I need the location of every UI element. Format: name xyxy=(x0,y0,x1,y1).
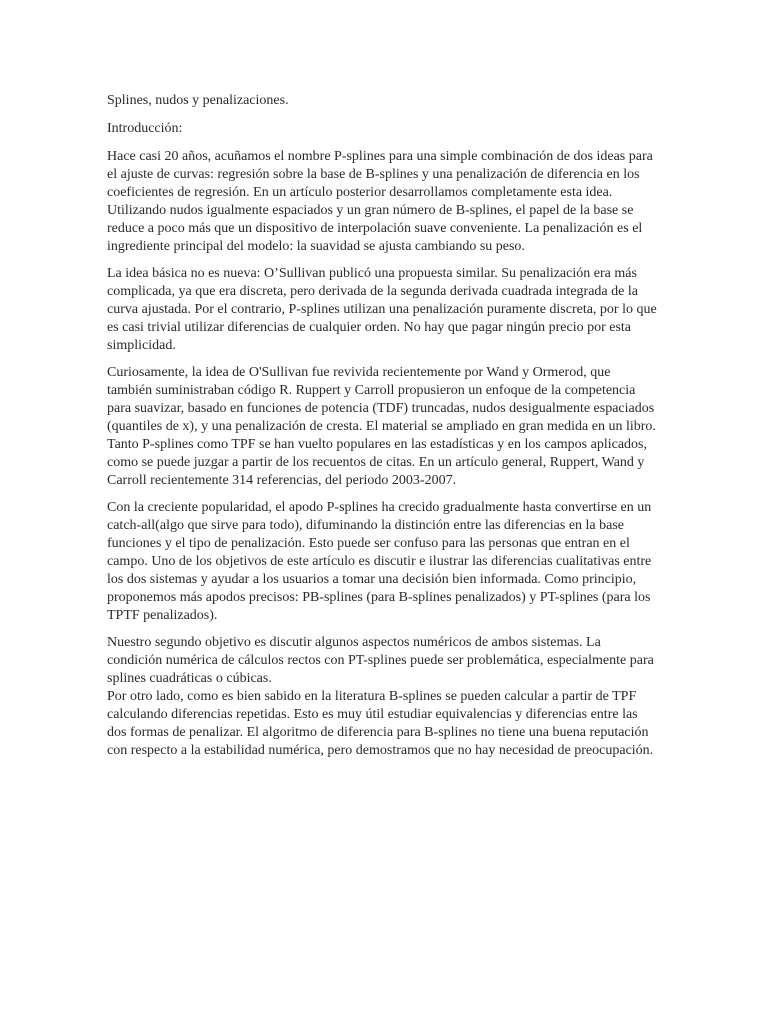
document-title: Splines, nudos y penalizaciones. xyxy=(107,93,289,108)
document-body xyxy=(107,92,657,760)
section-heading: Introducción: xyxy=(107,121,183,136)
paragraph: Por otro lado, como es bien sabido en la literatura B-splines se pueden calcular a partir de TPF calculando diferencias repetidas. Esto es muy útil estudiar equivalencias y diferencias entre las dos formas de penalizar. El algoritmo de diferencia para B-splines no tiene una buena reputación con respecto a la estabilidad numérica, pero demostramos que no hay necesidad de preocupación. xyxy=(107,689,654,758)
paragraph: Curiosamente, la idea de O'Sullivan fue revivida recientemente por Wand y Ormerod, que también suministraban código R. Ruppert y Carroll propusieron un enfoque de la competencia para suavizar, basado en funciones de potencia (TDF) truncadas, nudos desigualmente espaciados (quantiles de x), y una penalización de cresta. El material se ampliado en gran medida en un libro. Tanto P-splines como TPF se han vuelto populares en las estadísticas y en los campos aplicados, como se puede juzgar a partir de los recuentos de citas. En un artículo general, Ruppert, Wand y Carroll recientemente 314 referencias, del periodo 2003-2007. xyxy=(107,365,656,488)
paragraph: Con la creciente popularidad, el apodo P-splines ha crecido gradualmente hasta convertirse en un catch-all(algo que sirve para todo), difuminando la distinción entre las diferencias en la base funciones y el tipo de penalización. Esto puede ser confuso para las personas que entran en el campo. Uno de los objetivos de este artículo es discutir e ilustrar las diferencias cualitativas entre los dos sistemas y ayudar a los usuarios a tomar una decisión bien informada. Como principio, proponemos más apodos precisos: PB-splines (para B-splines penalizados) y PT-splines (para los TPTF penalizados). xyxy=(107,500,652,623)
paragraph: La idea básica no es nueva: O’Sullivan publicó una propuesta similar. Su penalización era más complicada, ya que era discreta, pero derivada de la segunda derivada cuadrada integrada de la curva ajustada. Por el contrario, P-splines utilizan una penalización puramente discreta, por lo que es casi trivial utilizar diferencias de cualquier orden. No hay que pagar ningún precio por esta simplicidad. xyxy=(107,266,657,353)
paragraph: Nuestro segundo objetivo es discutir algunos aspectos numéricos de ambos sistemas. La condición numérica de cálculos rectos con PT-splines puede ser problemática, especialmente para splines cuadráticas o cúbicas. xyxy=(107,635,654,686)
paragraph: Hace casi 20 años, acuñamos el nombre P-splines para una simple combinación de dos ideas para el ajuste de curvas: regresión sobre la base de B-splines y una penalización de diferencia en los coeficientes de regresión. En un artículo posterior desarrollamos completamente esta idea. Utilizando nudos igualmente espaciados y un gran número de B-splines, el papel de la base se reduce a poco más que un dispositivo de interpolación suave conveniente. La penalización es el ingrediente principal del modelo: la suavidad se ajusta cambiando su peso. xyxy=(107,149,653,254)
